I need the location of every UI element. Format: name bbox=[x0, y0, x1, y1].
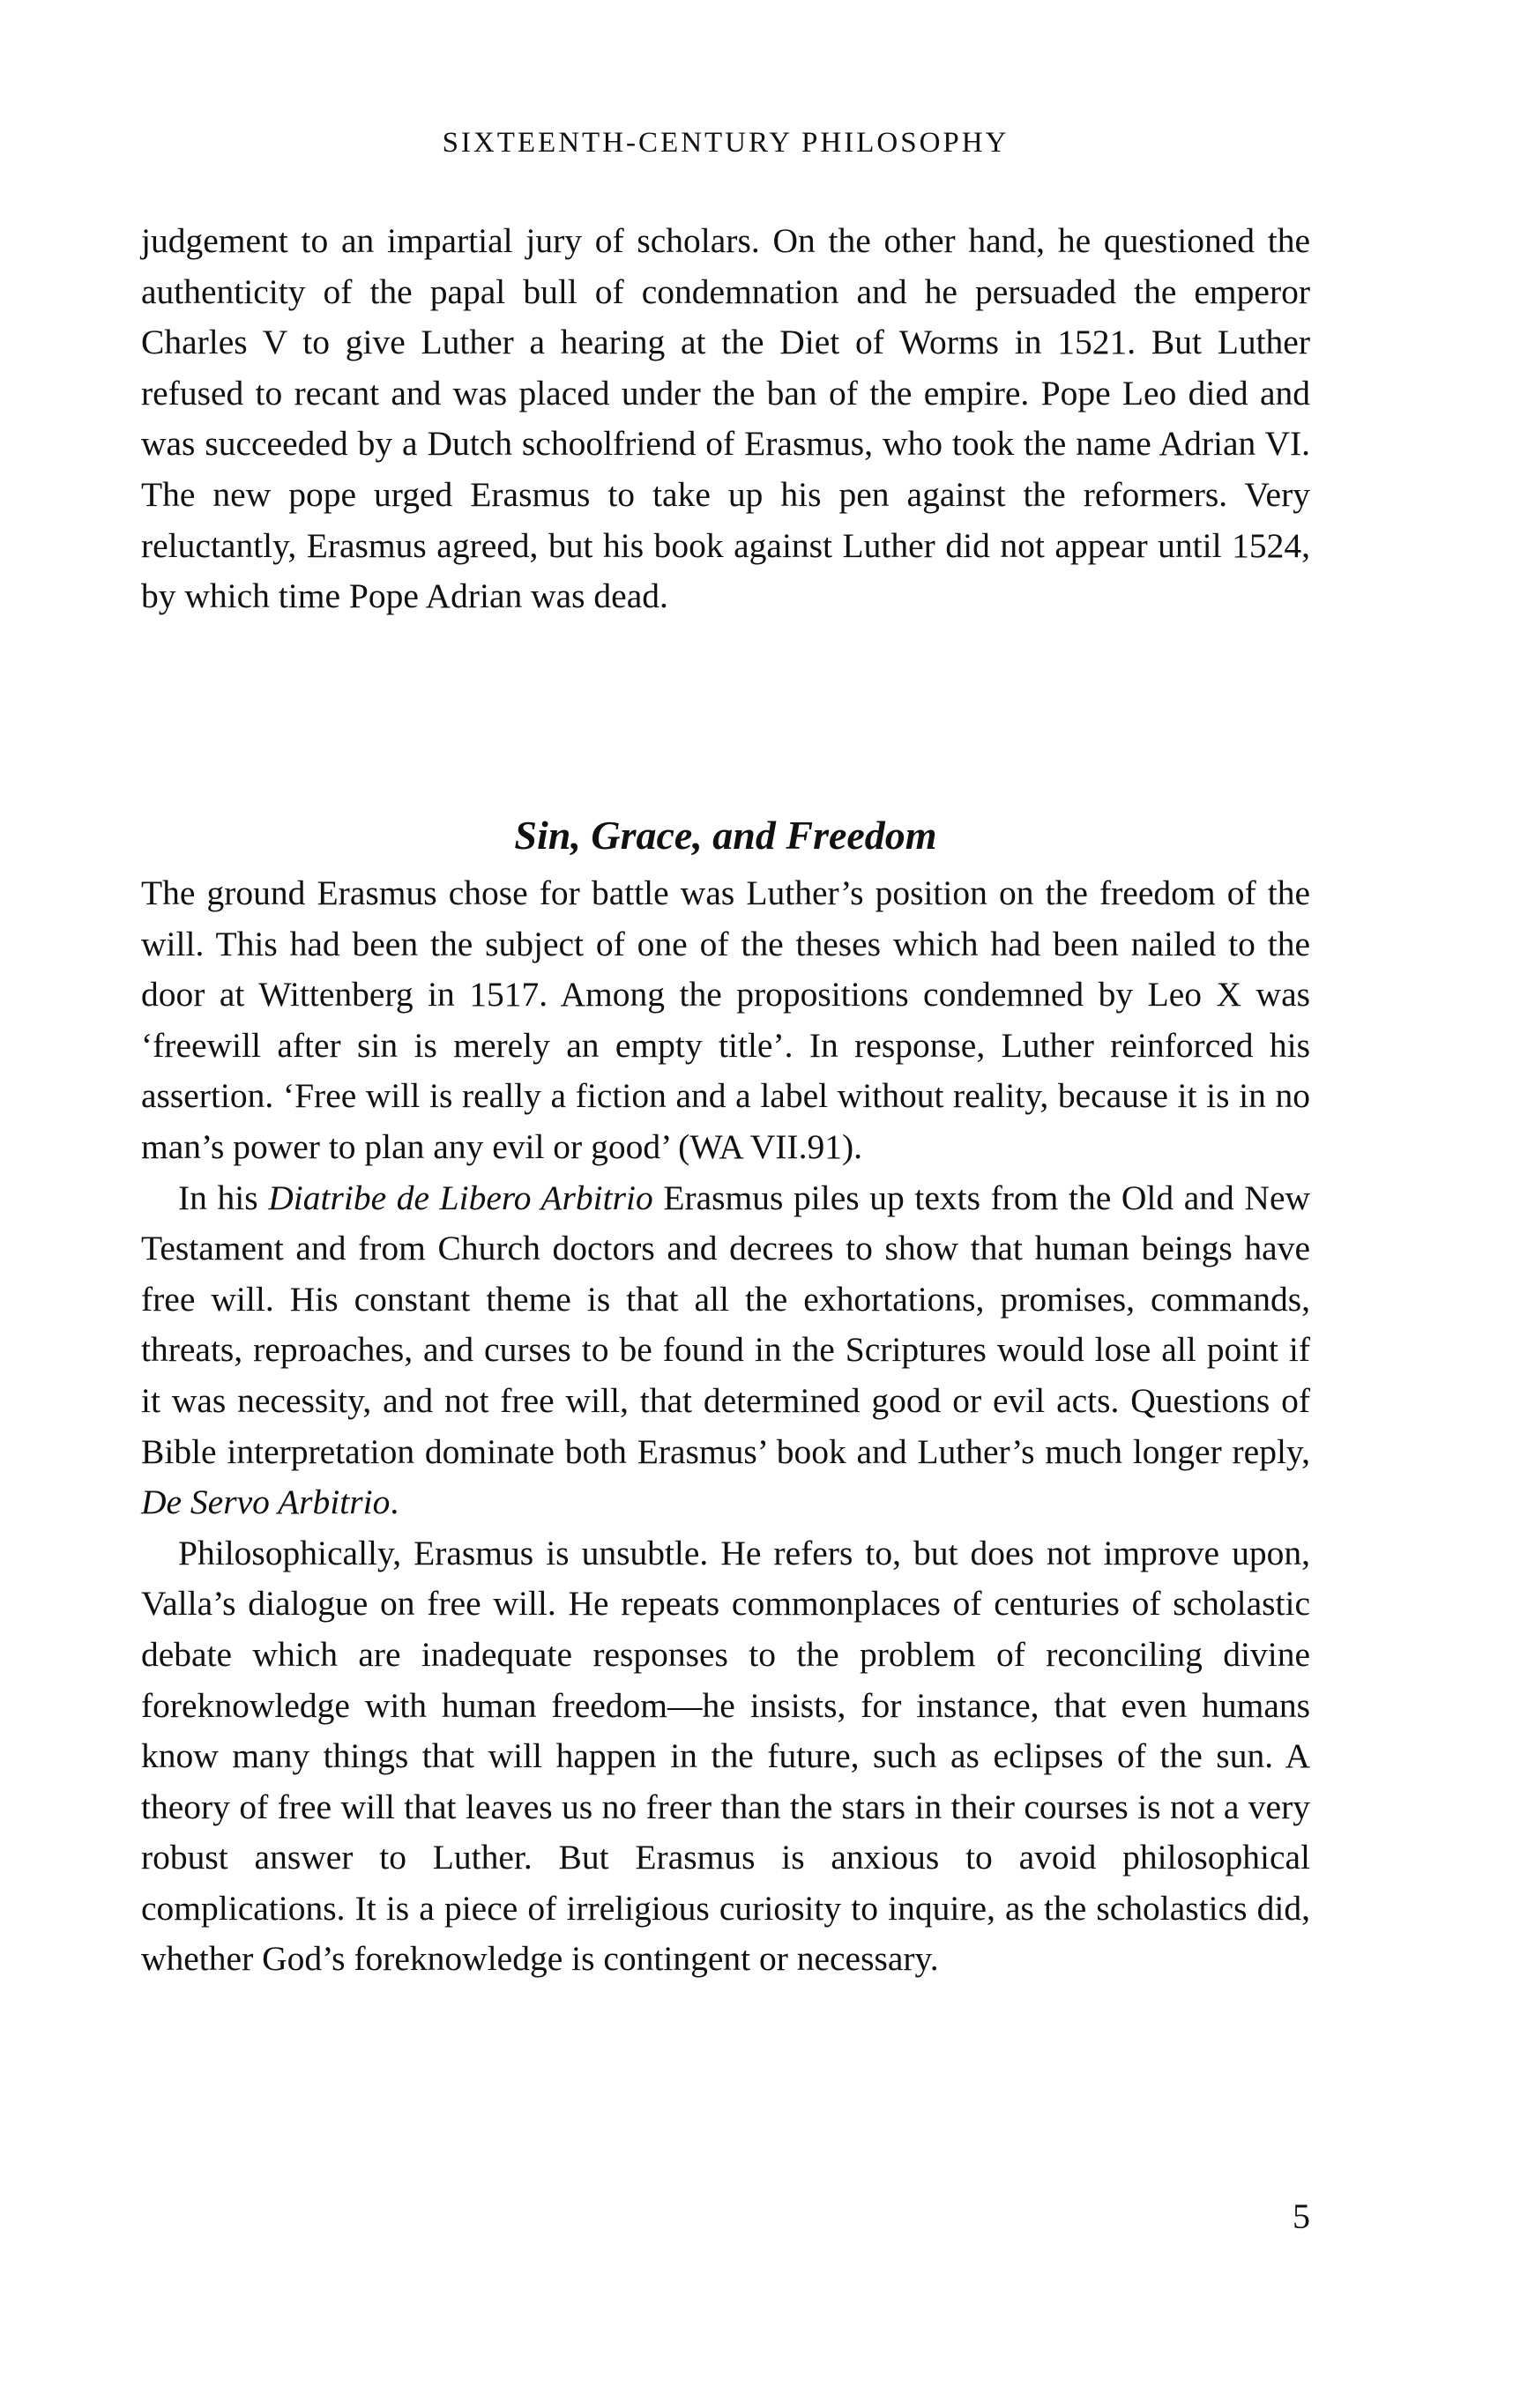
section-paragraph-3: Philosophically, Erasmus is unsubtle. He refers to, but does not improve upon, Valla’s dialogue on free will. He repeats commonplaces of centuries of scholastic debate which are inadequate responses to the problem of reconciling divine foreknowledge with human freedom—he insists, for instance, that even humans know many things that will happen in the future, such as eclipses of the sun. A theory of free will that leaves us no freer than the stars in their courses is not a very robust answer to Luther. But Erasmus is anxious to avoid philosophical complications. It is a piece of irreligious curiosity to inquire, as the scholastics did, whether God’s foreknowledge is contingent or necessary. bbox=[141, 1533, 1310, 1979]
paragraph-2-text-1: In his bbox=[178, 1178, 269, 1217]
opening-text-block bbox=[141, 216, 1310, 622]
page-number: 5 bbox=[1293, 2196, 1310, 2236]
paragraph-2-text-3: . bbox=[390, 1483, 399, 1522]
section-text-block bbox=[141, 868, 1310, 1985]
diatribe-title: Diatribe de Libero Arbitrio bbox=[268, 1178, 653, 1217]
running-head: SIXTEENTH-CENTURY PHILOSOPHY bbox=[442, 127, 1010, 159]
paragraph-2-text-2: Erasmus piles up texts from the Old and New Testament and from Church doctors and decrees to show that human beings have free will. His constant theme is that all the exhortations, promises, commands, threats, reproaches, and curses to be found in the Scriptures would lose all point if it was necessity, and not free will, that determined good or evil acts. Questions of Bible interpretation dominate both Erasmus’ book and Luther’s much longer reply, bbox=[141, 1178, 1310, 1471]
opening-paragraph: judgement to an impartial jury of scholars. On the other hand, he questioned the authenticity of the papal bull of condemnation and he persuaded the emperor Charles V to give Luther a hearing at the Diet of Worms in 1521. But Luther refused to recant and was placed under the ban of the empire. Pope Leo died and was succeeded by a Dutch schoolfriend of Erasmus, who took the name Adrian VI. The new pope urged Erasmus to take up his pen against the reformers. Very reluctantly, Erasmus agreed, but his book against Luther did not appear until 1524, by which time Pope Adrian was dead. bbox=[141, 221, 1310, 616]
section-heading: Sin, Grace, and Freedom bbox=[514, 813, 937, 858]
de-servo-arbitrio-title: De Servo Arbitrio bbox=[141, 1483, 391, 1522]
section-paragraph-2 bbox=[141, 1173, 1310, 1528]
section-paragraph-1: The ground Erasmus chose for battle was Luther’s position on the freedom of the will. This had been the subject of one of the theses which had been nailed to the door at Wittenberg in 1517. Among the propositions condemned by Leo X was ‘freewill after sin is merely an empty title’. In response, Luther reinforced his assertion. ‘Free will is really a fiction and a label without reality, because it is in no man’s power to plan any evil or good’ (WA VII.91). bbox=[141, 873, 1310, 1166]
